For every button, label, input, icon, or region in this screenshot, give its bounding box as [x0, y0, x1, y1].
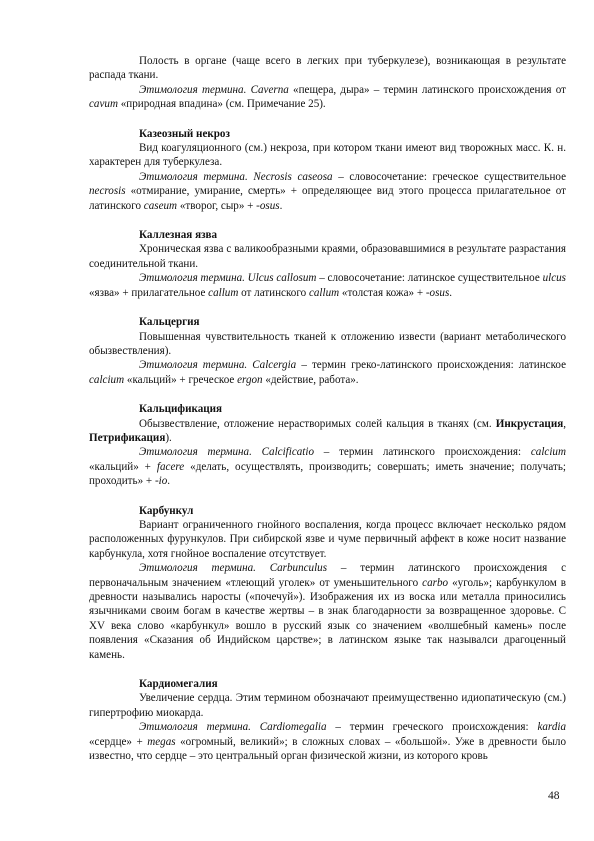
text-run: Этимология термина. Cardiomegalia	[139, 721, 327, 734]
text-run: necrosis	[89, 185, 126, 198]
entry-term: Карбункул	[139, 504, 194, 517]
text-run: ergon	[237, 373, 263, 386]
text-run: kardia	[537, 721, 566, 734]
text-run: carbo	[422, 576, 449, 589]
document-body	[89, 54, 566, 763]
text-run: Повышенная чувствительность тканей к отложению извести (вариант метаболического обызвествления).	[89, 330, 566, 357]
entry-term: Кальцификация	[139, 403, 223, 416]
text-run: callum	[308, 286, 340, 299]
text-run: «отмирание, умирание, смерть» + определяющее вид этого процесса прилагательное от латинского	[89, 185, 566, 212]
text-run: – термин латинского происхождения:	[314, 446, 531, 459]
entry-definition	[89, 54, 566, 83]
text-run: «пещера, дыра» – термин латинского происхождения от	[288, 83, 566, 96]
text-run: от латинского	[238, 286, 309, 299]
text-run: caseum	[143, 199, 178, 212]
dictionary-entry	[89, 402, 566, 488]
text-run: Этимология термина. Carbunculus	[139, 562, 328, 575]
text-run: .	[167, 475, 171, 488]
text-run: cavum	[89, 98, 118, 111]
entry-definition	[89, 330, 566, 359]
entry-definition	[89, 141, 566, 170]
text-run: megas	[147, 735, 176, 748]
text-run: – термин греко-латинского происхождения: латинское	[296, 359, 567, 372]
text-run: .	[279, 199, 283, 212]
text-run: – словосочетание: латинское существительное	[316, 272, 543, 285]
text-run: callum	[208, 286, 239, 299]
text-run: Этимология термина. Caverna	[139, 83, 289, 96]
text-run: -io	[154, 475, 168, 488]
text-run: Этимология термина. Calcergia	[139, 359, 297, 372]
entry-term: Кардиомегалия	[139, 678, 218, 691]
text-run: «огромный, великий»; в сложных словах – «большой». Уже в древности было известно, что сердце – это центральный орган физической жизни, из которого кровь	[89, 735, 566, 763]
entry-etymology	[89, 561, 566, 662]
text-run: Хроническая язва с валикообразными краями, образовавшимися в результате разрастания соединительной ткани.	[89, 243, 566, 270]
text-run: Полость в органе (чаще всего в легких при туберкулезе), возникающая в результате распада ткани.	[89, 55, 566, 82]
cross-reference: Петрификация	[89, 431, 166, 444]
text-run: «творог, сыр» +	[177, 199, 257, 212]
entry-etymology	[89, 445, 566, 488]
text-run: -osus	[256, 199, 280, 212]
entry-term: Казеозный некроз	[139, 127, 230, 140]
entry-etymology	[89, 170, 566, 213]
page-number: 48	[548, 790, 560, 802]
entry-etymology	[89, 358, 566, 387]
text-run: Обызвествление, отложение нерастворимых солей кальция в тканях (см.	[139, 417, 496, 430]
dictionary-entry	[89, 677, 566, 763]
dictionary-entry	[89, 228, 566, 300]
entry-term: Каллезная язва	[139, 229, 218, 242]
text-run: ).	[165, 431, 172, 444]
text-run: Этимология термина. Necrosis caseosa	[139, 170, 333, 183]
entry-etymology	[89, 720, 566, 763]
text-run: Увеличение сердца. Этим термином обозначают преимущественно идиопатическую (см.) гипертрофию миокарда.	[89, 692, 566, 719]
entry-etymology	[89, 271, 566, 300]
text-run: -osus	[425, 286, 450, 299]
dictionary-entry	[89, 315, 566, 387]
text-run: – термин латинского происхождения с первоначальным значением «тлеющий уголек» от уменьшительного	[89, 562, 566, 589]
text-run: Вариант ограниченного гнойного воспаления, когда процесс включает несколько рядом расположенных фурункулов. При сибирской язве и чуме первичный аффект в коже носит название карбункула, хотя гнойное воспаление отсутствует.	[89, 518, 566, 560]
text-run: «кальций» + греческое	[124, 373, 238, 386]
text-run: «делать, осуществлять, производить; совершать; иметь значение; получать; проходить» +	[89, 460, 567, 488]
text-run: «действие, работа».	[262, 373, 359, 386]
dictionary-entry	[89, 504, 566, 662]
text-run: «язва» + прилагательное	[89, 286, 209, 299]
text-run: .	[449, 286, 453, 299]
text-run: «природная впадина» (см. Примечание 25).	[117, 98, 326, 111]
text-run: Этимология термина. Calcificatio	[139, 446, 315, 459]
cross-reference: Инкрустация	[495, 417, 564, 430]
dictionary-entry	[89, 54, 566, 112]
text-run: «кальций» +	[89, 460, 157, 473]
text-run: – термин греческого происхождения:	[326, 721, 538, 734]
text-run: – словосочетание: греческое существительное	[332, 170, 566, 183]
entry-definition	[89, 518, 566, 561]
text-run: Этимология термина. Ulcus callosum	[139, 272, 317, 285]
dictionary-entry	[89, 127, 566, 213]
entry-definition	[89, 691, 566, 720]
text-run: ,	[563, 417, 566, 430]
text-run: «сердце» +	[89, 735, 148, 748]
text-run: calcium	[89, 373, 125, 386]
text-run: Вид коагуляционного (см.) некроза, при котором ткани имеют вид творожных масс. К. н. характерен для туберкулеза.	[89, 142, 566, 169]
text-run: calcium	[530, 446, 566, 459]
entry-term: Кальцергия	[139, 316, 200, 329]
entry-definition	[89, 417, 566, 446]
entry-definition	[89, 242, 566, 271]
text-run: ulcus	[542, 272, 566, 285]
text-run: «уголь»; карбункулом в древности назывались наросты («почечуй»). Изображения их из воска или металла приносились язычниками своим богам в качестве жертвы – в знак благодарности за возвращенное здоровье. С XV века слово «карбункул» вошло в русский язык со значением «волшебный камень» после появления «Сказания об Индийском царстве»; в латинском языке так называлси драгоценный камень.	[89, 576, 567, 661]
text-run: facere	[156, 460, 185, 473]
text-run: «толстая кожа» +	[339, 286, 426, 299]
entry-etymology	[89, 83, 566, 112]
